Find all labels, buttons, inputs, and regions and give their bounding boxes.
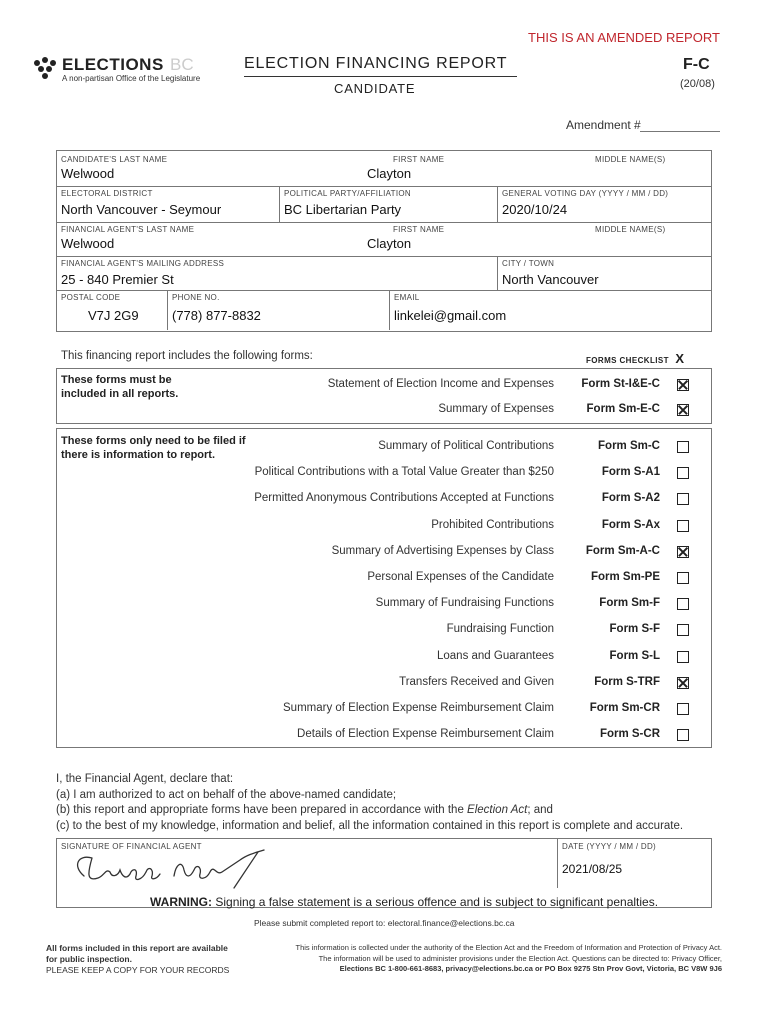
form-name: Summary of Expenses xyxy=(438,403,554,415)
agent-first-name-label: FIRST NAME xyxy=(393,225,445,234)
footer-legal-2: The information will be used to administer provisions under the Election Act. Questions can be directed to: Privacy Officer, xyxy=(318,953,722,963)
form-code-label: Form Sm-F xyxy=(599,597,660,610)
elections-bc-logo-icon xyxy=(32,55,60,81)
form-name: Loans and Guarantees xyxy=(436,649,554,662)
form-checkbox[interactable] xyxy=(677,379,689,391)
form-code-label: Form Sm-A-C xyxy=(585,544,660,557)
form-name: Personal Expenses of the Candidate xyxy=(367,571,554,583)
email-label: EMAIL xyxy=(394,293,420,302)
declaration-intro: I, the Financial Agent, declare that: xyxy=(56,773,234,785)
form-name: Details of Election Expense Reimbursement Claim xyxy=(297,728,554,741)
footer-keep-copy: PLEASE KEEP A COPY FOR YOUR RECORDS xyxy=(46,965,230,975)
form-code-label: Form St-I&E-C xyxy=(581,378,660,390)
form-name: Summary of Advertising Expenses by Class xyxy=(331,544,554,557)
footer-public-1: All forms included in this report are available xyxy=(46,943,228,953)
party-label: POLITICAL PARTY/AFFILIATION xyxy=(284,189,411,198)
candidate-first-name[interactable]: Clayton xyxy=(367,166,412,181)
form-checkbox[interactable] xyxy=(677,729,689,741)
form-code-label: Form Sm-CR xyxy=(589,702,660,714)
form-checkbox[interactable] xyxy=(677,598,689,610)
voting-day[interactable]: 2020/10/24 xyxy=(502,202,568,217)
form-checkbox[interactable] xyxy=(677,624,689,636)
elections-bc-logo xyxy=(32,55,232,85)
checklist-header-mark: X xyxy=(675,351,685,366)
form-checkbox[interactable] xyxy=(677,404,689,416)
logo-tagline: A non-partisan Office of the Legislature xyxy=(62,74,201,83)
phone-label: PHONE NO. xyxy=(172,293,220,302)
form-name: Fundraising Function xyxy=(446,623,554,636)
candidate-last-name[interactable]: Welwood xyxy=(61,166,115,181)
form-code-label: Form S-A1 xyxy=(601,466,660,479)
form-name: Statement of Election Income and Expenses xyxy=(327,378,554,390)
form-checkbox[interactable] xyxy=(677,467,689,479)
handwritten-signature xyxy=(64,846,284,892)
form-code-label: Form S-Ax xyxy=(601,518,660,531)
declaration-b-pre: (b) this report and appropriate forms have been prepared in accordance with the xyxy=(56,804,468,816)
footer-legal-3: Elections BC 1-800-661-8683, privacy@elections.bc.ca or PO Box 9275 Stn Prov Govt, Victoria, BC V8W 9J6 xyxy=(339,964,722,973)
warning-label: WARNING: xyxy=(150,895,212,909)
form-name: Summary of Political Contributions xyxy=(378,440,554,452)
form-name: Summary of Election Expense Reimbursement Claim xyxy=(283,702,554,714)
form-checkbox[interactable] xyxy=(677,651,689,663)
form-code-label: Form Sm-PE xyxy=(590,571,660,583)
agent-address-label: FINANCIAL AGENT'S MAILING ADDRESS xyxy=(61,259,225,268)
declaration-b xyxy=(56,803,683,819)
footer-public-2: for public inspection. xyxy=(46,954,132,964)
form-code-label: Form S-TRF xyxy=(594,675,660,688)
report-title: ELECTION FINANCING REPORT xyxy=(244,55,508,72)
required-forms-note: These forms must be included in all reports. xyxy=(61,374,179,400)
form-code-label: Form Sm-E-C xyxy=(586,403,660,415)
submit-note: Please submit completed report to: electoral.finance@elections.bc.ca xyxy=(254,918,515,928)
amendment-field[interactable] xyxy=(640,130,720,132)
agent-city[interactable]: North Vancouver xyxy=(502,272,599,287)
candidate-first-name-label: FIRST NAME xyxy=(393,155,445,164)
email[interactable]: linkelei@gmail.com xyxy=(394,308,507,323)
phone[interactable]: (778) 877-8832 xyxy=(172,308,261,323)
amendment-label: Amendment # xyxy=(566,118,641,132)
footer-legal-1: This information is collected under the authority of the Election Act and the Freedom of Information and Protection of Privacy Act. xyxy=(295,943,722,952)
form-name: Political Contributions with a Total Value Greater than $250 xyxy=(254,466,554,479)
warning xyxy=(150,895,658,909)
agent-middle-name-label: MIDDLE NAME(S) xyxy=(595,225,666,234)
form-checkbox[interactable] xyxy=(677,572,689,584)
optional-forms-note: These forms only need to be filed if there is information to report. xyxy=(61,435,246,461)
form-code-label: Form S-A2 xyxy=(601,492,660,505)
form-code-label: Form Sm-C xyxy=(598,440,660,452)
checklist-header xyxy=(586,350,684,368)
postal-code-label: POSTAL CODE xyxy=(61,293,121,302)
form-code-label: Form S-F xyxy=(609,623,660,636)
declaration xyxy=(56,772,683,834)
checklist-intro: This financing report includes the following forms: xyxy=(61,350,313,362)
signature-field[interactable] xyxy=(64,846,284,892)
agent-first-name[interactable]: Clayton xyxy=(367,236,412,251)
signature-date[interactable]: 2021/08/25 xyxy=(562,862,623,876)
agent-city-label: CITY / TOWN xyxy=(502,259,555,268)
footer-legal xyxy=(240,943,722,975)
declaration-a: (a) I am authorized to act on behalf of the above-named candidate; xyxy=(56,788,397,801)
form-checkbox[interactable] xyxy=(677,520,689,532)
candidate-middle-name-label: MIDDLE NAME(S) xyxy=(595,155,666,164)
electoral-district-label: ELECTORAL DISTRICT xyxy=(61,189,153,198)
form-name: Summary of Fundraising Functions xyxy=(375,597,554,610)
logo-suffix: BC xyxy=(170,55,194,74)
form-checkbox[interactable] xyxy=(677,703,689,715)
form-checkbox[interactable] xyxy=(677,677,689,689)
postal-code[interactable]: V7J 2G9 xyxy=(88,308,139,323)
signature-date-label: DATE (YYYY / MM / DD) xyxy=(562,842,657,851)
signature-label: SIGNATURE OF FINANCIAL AGENT xyxy=(61,842,202,851)
declaration-c: (c) to the best of my knowledge, information and belief, all the information contained in this report is complete and accurate. xyxy=(56,819,684,832)
form-name: Prohibited Contributions xyxy=(431,518,554,531)
form-checkbox[interactable] xyxy=(677,493,689,505)
agent-last-name[interactable]: Welwood xyxy=(61,236,115,251)
form-name: Permitted Anonymous Contributions Accepted at Functions xyxy=(254,492,554,505)
candidate-last-name-label: CANDIDATE'S LAST NAME xyxy=(61,155,168,164)
form-code: F-C xyxy=(683,56,710,73)
warning-text: Signing a false statement is a serious offence and is subject to significant penalties. xyxy=(215,895,659,909)
form-checkbox[interactable] xyxy=(677,546,689,558)
voting-day-label: GENERAL VOTING DAY (YYYY / MM / DD) xyxy=(502,189,669,198)
agent-last-name-label: FINANCIAL AGENT'S LAST NAME xyxy=(61,225,195,234)
declaration-b-post: ; and xyxy=(527,804,553,816)
form-version: (20/08) xyxy=(680,78,715,90)
form-code-label: Form S-L xyxy=(609,649,660,662)
checklist-header-label: FORMS CHECKLIST xyxy=(586,356,669,365)
form-checkbox[interactable] xyxy=(677,441,689,453)
amended-notice: THIS IS AN AMENDED REPORT xyxy=(528,30,720,45)
declaration-b-act: Election Act xyxy=(467,804,528,816)
electoral-district[interactable]: North Vancouver - Seymour xyxy=(61,202,222,217)
logo-wordmark: ELECTIONS xyxy=(62,55,164,74)
footer-public xyxy=(46,943,236,976)
agent-address[interactable]: 25 - 840 Premier St xyxy=(61,272,174,287)
form-code-label: Form S-CR xyxy=(599,728,660,741)
party[interactable]: BC Libertarian Party xyxy=(284,202,402,217)
report-subtitle: CANDIDATE xyxy=(334,81,416,96)
form-name: Transfers Received and Given xyxy=(399,675,554,688)
